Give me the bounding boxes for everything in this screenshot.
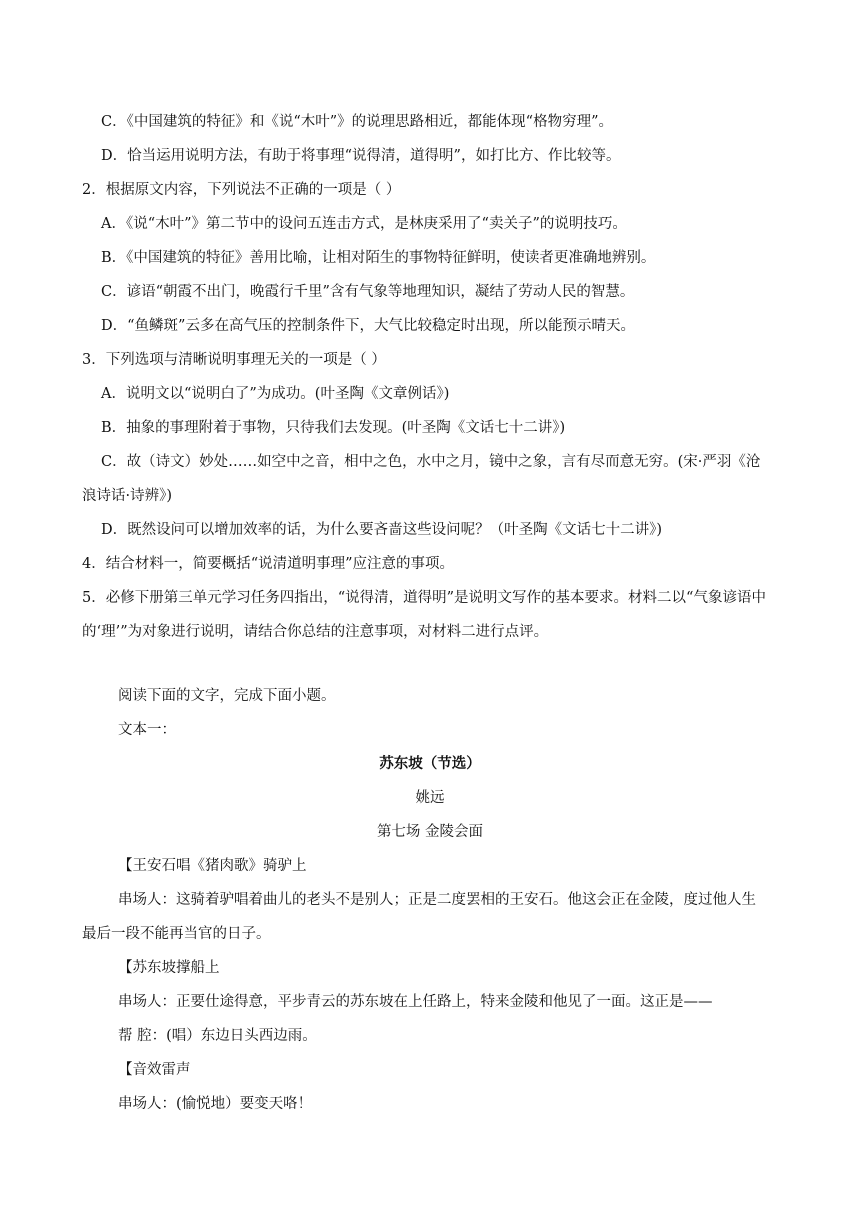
q2-option-d: D．“鱼鳞斑”云多在高气压的控制条件下，大气比较稳定时出现，所以能预示晴天。 [101, 318, 635, 334]
q3-option-a: A．说明文以“说明白了”为成功。(叶圣陶《文章例话》) [101, 386, 450, 402]
question-2: 2．根据原文内容，下列说法不正确的一项是（ ） [82, 182, 401, 198]
q3-option-c-line1: C．故（诗文）妙处……如空中之音，相中之色，水中之月，镜中之象，言有尽而意无穷。(宋·严羽《沧 [101, 454, 761, 470]
q2-option-b: B．《中国建筑的特征》善用比喻，让相对陌生的事物特征鲜明，使读者更准确地辨别。 [101, 250, 656, 266]
dialogue-line-continued: 最后一段不能再当官的日子。 [82, 926, 271, 942]
q2-option-a: A．《说“木叶”》第二节中的设问五连击方式，是林庚采用了“卖关子”的说明技巧。 [101, 216, 627, 232]
reading-instruction: 阅读下面的文字，完成下面小题。 [118, 688, 336, 704]
dialogue-line: 帮 腔：(唱）东边日头西边雨。 [118, 1028, 317, 1044]
q1-option-c: C．《中国建筑的特征》和《说“木叶”》的说理思路相近，都能体现“格物穷理”。 [101, 114, 613, 130]
stage-direction: 【音效雷声 [118, 1062, 191, 1078]
stage-direction: 【苏东坡撑船上 [118, 960, 220, 976]
q3-option-c-line2: 浪诗话·诗辨》) [82, 488, 173, 504]
q1-option-d: D．恰当运用说明方法，有助于将事理“说得清，道得明”，如打比方、作比较等。 [101, 148, 621, 164]
text-label: 文本一： [118, 722, 176, 738]
question-3: 3．下列选项与清晰说明事理无关的一项是（ ） [82, 352, 386, 368]
question-5-line2: 的‘理’”为对象进行说明，请结合你总结的注意事项，对材料二进行点评。 [82, 624, 549, 640]
play-author: 姚远 [415, 790, 445, 806]
q3-option-b: B．抽象的事理附着于事物，只待我们去发现。(叶圣陶《文话七十二讲》) [101, 420, 566, 436]
question-4: 4．结合材料一，简要概括“说清道明事理”应注意的事项。 [82, 556, 455, 572]
dialogue-line: 串场人：这骑着驴唱着曲儿的老头不是别人；正是二度罢相的王安石。他这会正在金陵，度过他人生 [118, 892, 756, 908]
q2-option-c: C．谚语“朝霞不出门，晚霞行千里”含有气象等地理知识，凝结了劳动人民的智慧。 [101, 284, 635, 300]
scene-heading: 第七场 金陵会面 [376, 824, 484, 840]
play-title: 苏东坡（节选） [379, 755, 481, 772]
question-5-line1: 5．必修下册第三单元学习任务四指出，“说得清，道得明”是说明文写作的基本要求。材料二以“气象谚语中 [82, 590, 766, 606]
dialogue-line: 串场人：正要仕途得意，平步青云的苏东坡在上任路上，特来金陵和他见了一面。这正是—— [118, 994, 713, 1010]
stage-direction: 【王安石唱《猪肉歌》骑驴上 [118, 858, 307, 874]
q3-option-d: D．既然设问可以增加效率的话，为什么要吝啬这些设问呢？（叶圣陶《文话七十二讲》) [101, 522, 663, 538]
dialogue-line: 串场人：(愉悦地）要变天咯！ [118, 1096, 313, 1112]
